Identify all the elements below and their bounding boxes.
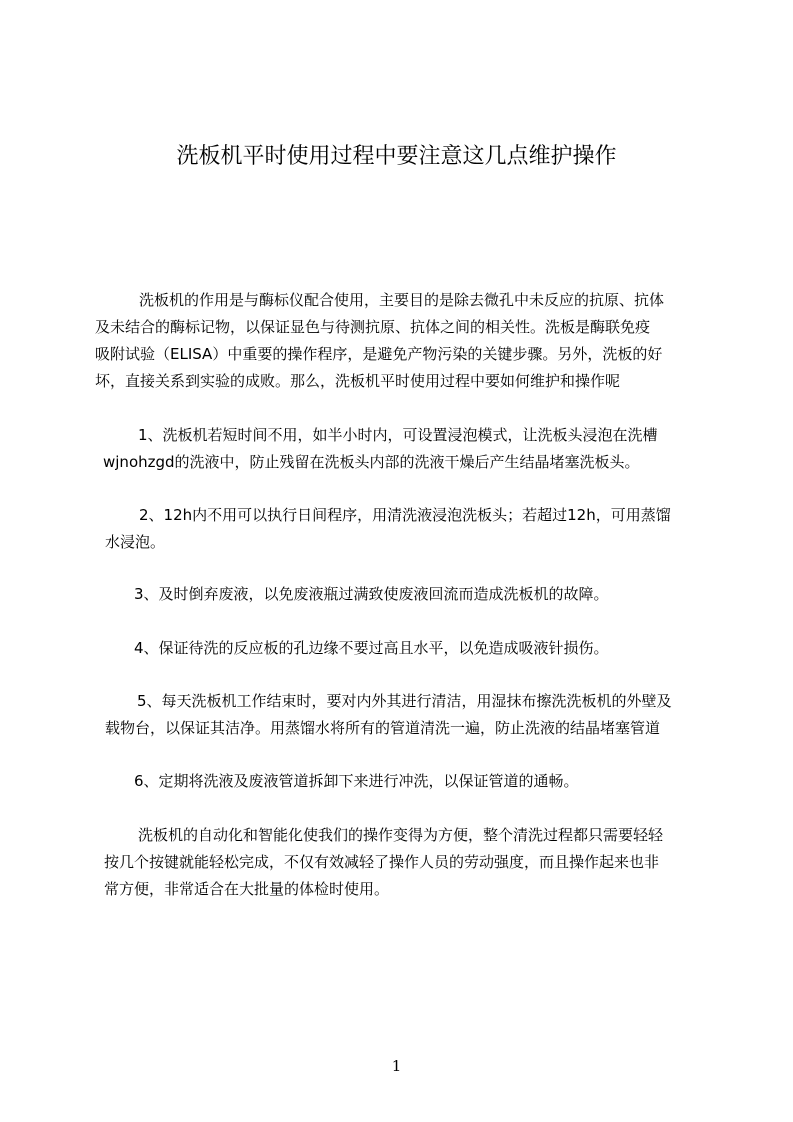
item-1-line: wjnohzgd的洗液中，防止残留在洗板头内部的洗液干燥后产生结晶堵塞洗板头。	[103, 453, 640, 471]
intro-line: 吸附试验（ELISA）中重要的操作程序，是避免产物污染的关键步骤。另外，洗板的好	[95, 345, 663, 363]
document-title: 洗板机平时使用过程中要注意这几点维护操作	[176, 144, 617, 169]
item-6-line: 6、定期将洗液及废液管道拆卸下来进行冲洗，以保证管道的通畅。	[134, 772, 579, 790]
item-1-line: 1、洗板机若短时间不用，如半小时内，可设置浸泡模式，让洗板头浸泡在洗槽	[138, 426, 658, 444]
intro-line: 及未结合的酶标记物，以保证显色与待测抗原、抗体之间的相关性。洗板是酶联免疫	[95, 318, 651, 336]
page-number: 1	[391, 1057, 402, 1075]
intro-line: 洗板机的作用是与酶标仪配合使用，主要目的是除去微孔中未反应的抗原、抗体	[139, 291, 665, 309]
conclusion-line: 按几个按键就能轻松完成，不仅有效减轻了操作人员的劳动强度，而且操作起来也非	[104, 853, 660, 871]
item-5-line: 载物台，以保证其洁净。用蒸馏水将所有的管道清洗一遍，防止洗液的结晶堵塞管道	[105, 719, 661, 737]
conclusion-line: 常方便，非常适合在大批量的体检时使用。	[104, 880, 390, 898]
item-4-line: 4、保证待洗的反应板的孔边缘不要过高且水平，以免造成吸液针损伤。	[134, 639, 609, 657]
conclusion-line: 洗板机的自动化和智能化使我们的操作变得为方便，整个清洗过程都只需要轻轻	[138, 826, 664, 844]
item-5-line: 5、每天洗板机工作结束时，要对内外其进行清洁，用湿抹布擦洗洗板机的外壁及	[137, 692, 672, 710]
intro-line: 坏，直接关系到实验的成败。那么，洗板机平时使用过程中要如何维护和操作呢	[95, 372, 621, 390]
item-2-line: 2、12h内不用可以执行日间程序，用清洗液浸泡洗板头；若超过12h，可用蒸馏	[139, 506, 671, 524]
item-2-line: 水浸泡。	[105, 533, 166, 551]
item-3-line: 3、及时倒弃废液，以免废液瓶过满致使废液回流而造成洗板机的故障。	[134, 585, 609, 603]
